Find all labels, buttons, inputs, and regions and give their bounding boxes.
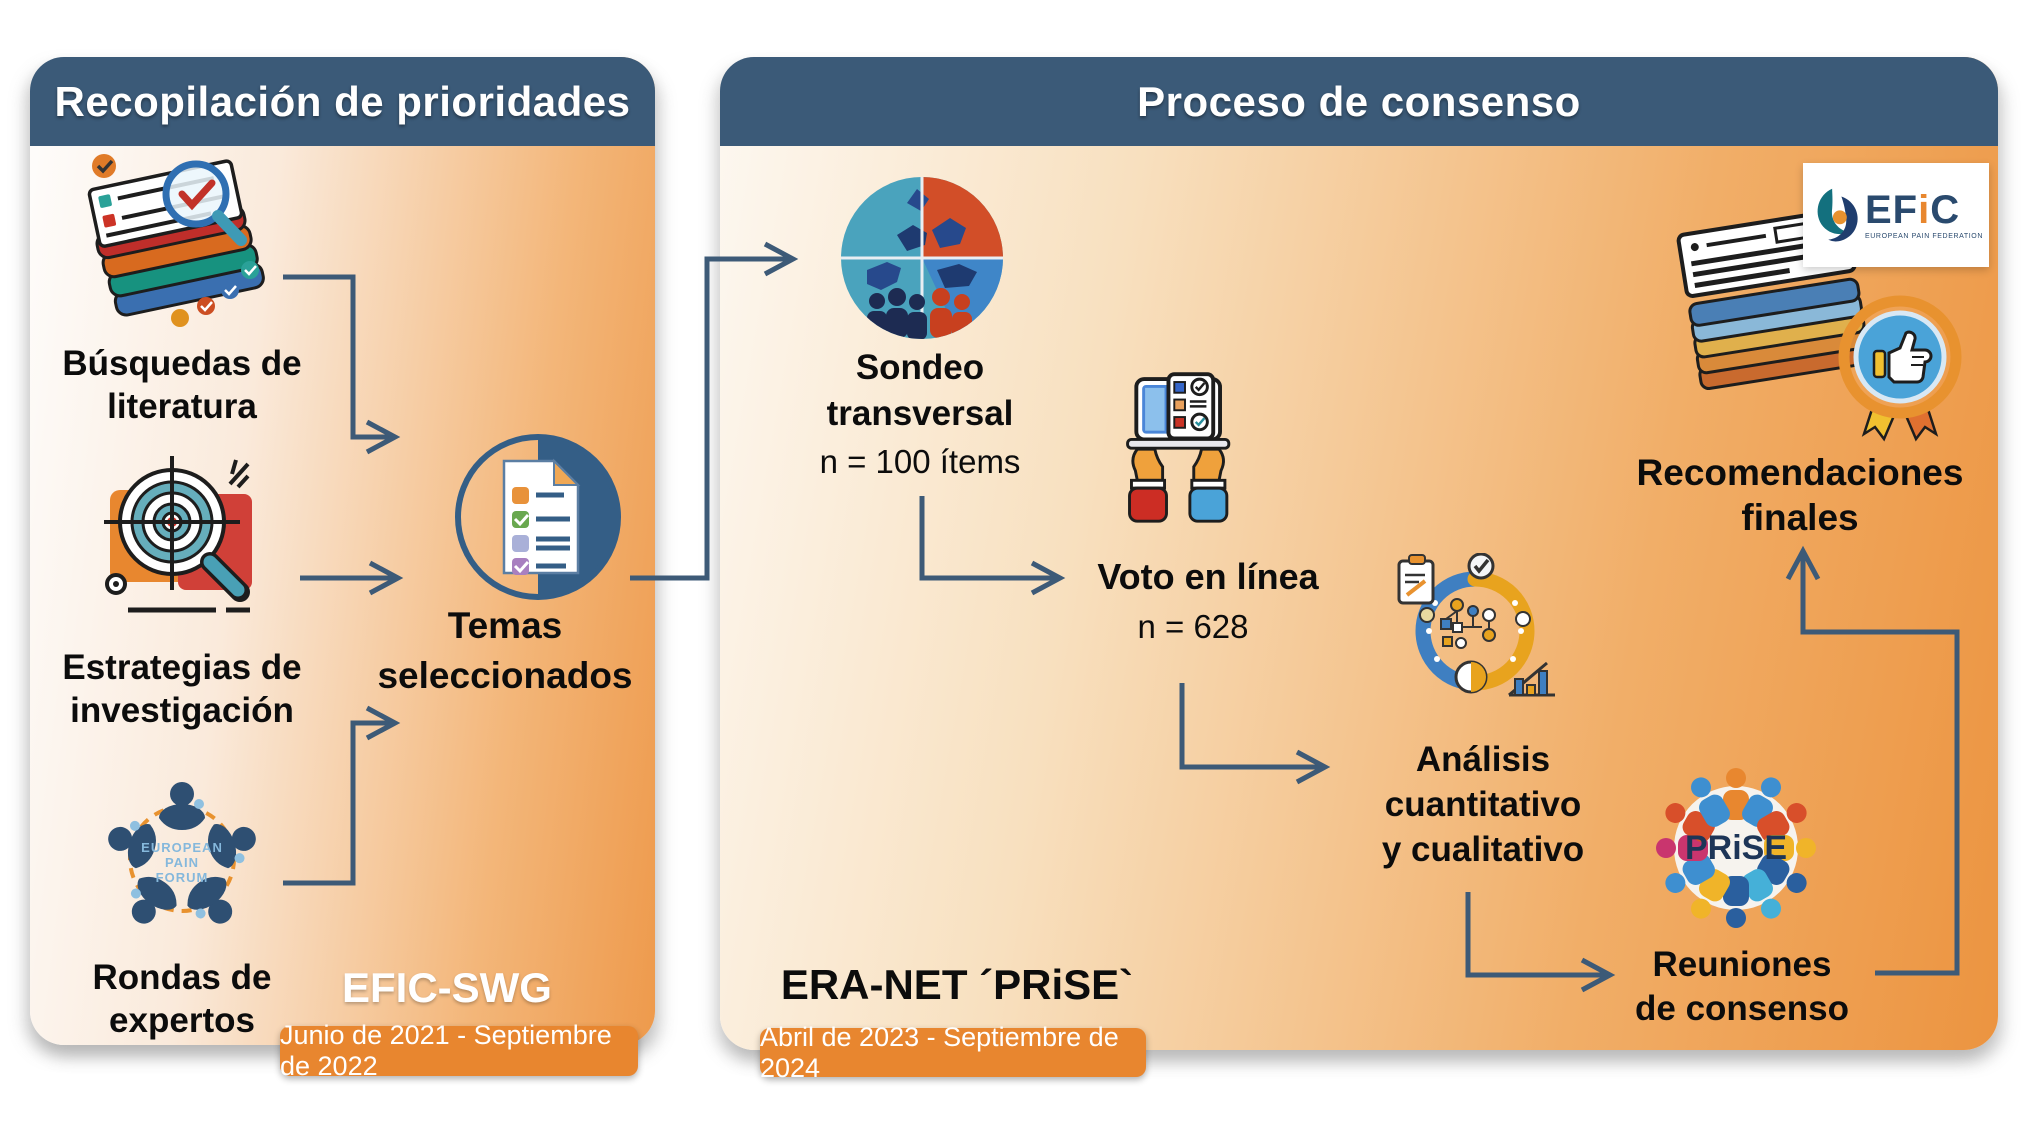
- epf-logo-text: FORUM: [155, 870, 209, 885]
- voting-sample-size: n = 628: [1137, 608, 1249, 645]
- prise-logo-text: PRiSE: [1684, 829, 1788, 867]
- label-line: de consenso: [1635, 989, 1849, 1028]
- era-net-prise-label: ERA-NET ´PRiSE`: [780, 961, 1134, 1008]
- label-line: investigación: [70, 691, 294, 730]
- arrow-meetings-to-recommendations: [1803, 551, 1957, 973]
- label-line: Voto en línea: [1097, 556, 1319, 597]
- epf-logo-text: PAIN: [164, 855, 200, 870]
- label-line: finales: [1741, 497, 1859, 538]
- arrow-topics-to-survey: [630, 259, 793, 578]
- arrow-literature-to-topics: [283, 277, 395, 437]
- label-line: Reuniones: [1652, 945, 1832, 984]
- label-line: y cualitativo: [1381, 830, 1585, 869]
- label-line: Recomendaciones: [1636, 452, 1964, 493]
- efic-tagline: EUROPEAN PAIN FEDERATION: [1865, 233, 1983, 240]
- arrow-analysis-to-meetings: [1468, 892, 1610, 975]
- label-line: Sondeo: [855, 348, 985, 387]
- label-line: seleccionados: [377, 655, 633, 696]
- label-line: transversal: [826, 394, 1014, 433]
- label-line: literatura: [107, 387, 257, 426]
- label-line: Búsquedas de: [62, 344, 302, 383]
- label-line: Análisis: [1415, 740, 1551, 779]
- arrow-survey-to-voting: [922, 496, 1060, 578]
- label-line: Rondas de: [92, 958, 272, 997]
- left-date-badge: Junio de 2021 - Septiembre de 2022: [280, 1026, 638, 1076]
- label-line: cuantitativo: [1384, 785, 1582, 824]
- arrow-experts-to-topics: [283, 723, 395, 883]
- label-line: Estrategias de: [62, 648, 302, 687]
- priorities-title: Recopilación de prioridades: [54, 77, 631, 125]
- efic-text-c: C: [1930, 188, 1961, 232]
- label-line: Temas: [447, 605, 563, 646]
- efic-text-i: i: [1918, 188, 1931, 232]
- label-line: expertos: [109, 1001, 255, 1040]
- survey-sample-size: n = 100 ítems: [819, 443, 1021, 480]
- arrow-voting-to-analysis: [1182, 683, 1325, 767]
- epf-logo-text: EUROPEAN: [141, 840, 223, 855]
- efic-text-ef: EF: [1865, 188, 1919, 232]
- consensus-title: Proceso de consenso: [1137, 77, 1581, 125]
- right-date-badge: Abril de 2023 - Septiembre de 2024: [760, 1028, 1146, 1077]
- efic-swg-label: EFIC-SWG: [342, 964, 552, 1011]
